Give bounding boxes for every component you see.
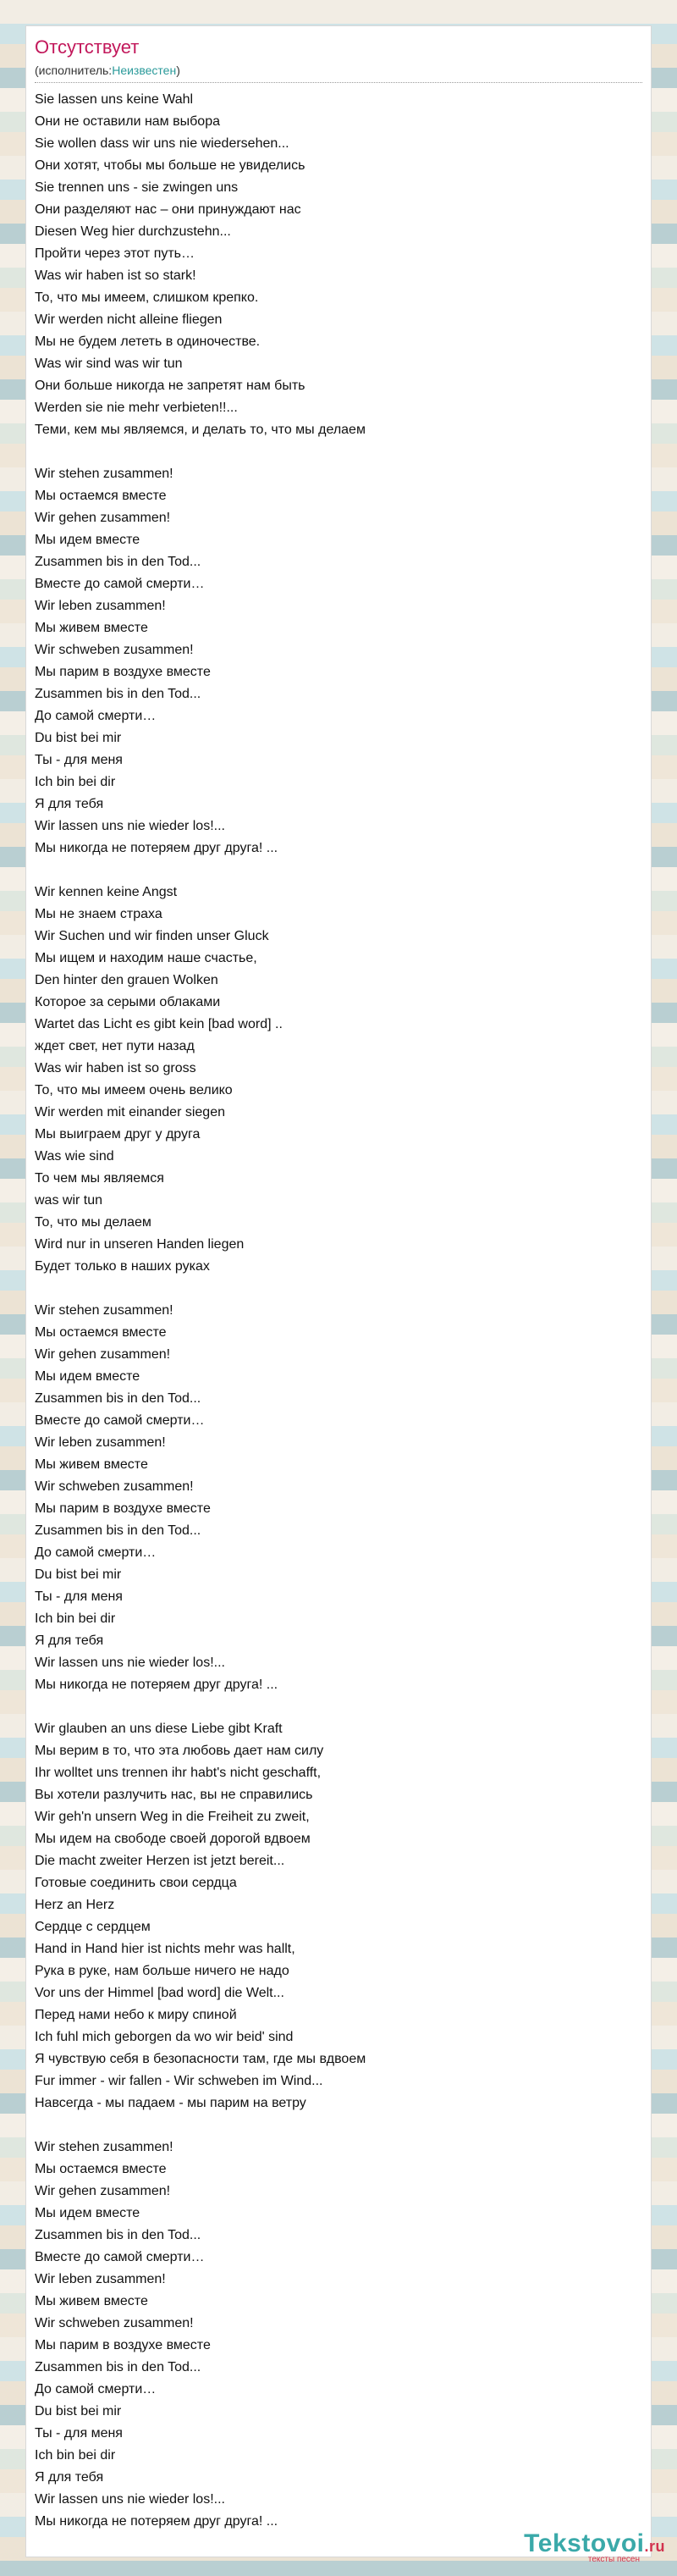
lyric-line: То, что мы делаем <box>35 1215 151 1230</box>
logo-tld: .ru <box>644 2538 665 2555</box>
lyric-line: Ты - для меня <box>35 753 123 767</box>
lyric-line: Wir gehen zusammen! <box>35 511 171 525</box>
lyric-line: Zusammen bis in den Tod... <box>35 1523 201 1538</box>
lyric-line: Wir werden mit einander siegen <box>35 1105 225 1119</box>
lyric-line: Ich fuhl mich geborgen da wo wir beid' sind <box>35 2030 294 2044</box>
song-title: Отсутствует <box>35 36 140 58</box>
logo-tagline: тексты песен <box>587 2555 640 2564</box>
lyric-line: Мы верим в то, что эта любовь дает нам силу <box>35 1744 324 1758</box>
lyric-line: Мы никогда не потеряем друг друга! ... <box>35 1678 278 1692</box>
lyric-line: До самой смерти… <box>35 709 157 723</box>
stanza-gap <box>35 441 627 463</box>
lyric-line: Ich bin bei dir <box>35 1611 116 1626</box>
stanza-gap <box>35 1278 627 1300</box>
lyric-line: Was wir haben ist so gross <box>35 1061 196 1075</box>
lyric-line: Они не оставили нам выбора <box>35 114 220 129</box>
lyric-line: Hand in Hand hier ist nichts mehr was hallt, <box>35 1942 295 1956</box>
lyric-line: Wir lassen uns nie wieder los!... <box>35 2492 225 2507</box>
lyric-line: Вы хотели разлучить нас, вы не справились <box>35 1788 313 1802</box>
lyric-line: Sie trennen uns - sie zwingen uns <box>35 180 239 195</box>
lyric-line: Я чувствую себя в безопасности там, где мы вдвоем <box>35 2052 366 2066</box>
lyric-line: Вместе до самой смерти… <box>35 1413 205 1428</box>
lyric-line: Die macht zweiter Herzen ist jetzt bereit... <box>35 1854 285 1868</box>
lyric-line: Мы никогда не потеряем друг друга! ... <box>35 2514 278 2529</box>
lyric-line: Wir Suchen und wir finden unser Gluck <box>35 929 269 943</box>
lyric-line: Пройти через этот путь… <box>35 246 195 261</box>
lyric-line: Ich bin bei dir <box>35 775 116 789</box>
lyric-line: То, что мы имеем очень велико <box>35 1083 233 1097</box>
lyric-line: Wir stehen zusammen! <box>35 1303 173 1318</box>
lyric-line: Мы не знаем страха <box>35 907 162 921</box>
artist-link[interactable]: Неизвестен <box>112 64 177 77</box>
lyric-line: Мы ищем и находим наше счастье, <box>35 951 257 965</box>
lyric-line: Мы идем вместе <box>35 533 140 547</box>
lyric-line: Wir leben zusammen! <box>35 2272 166 2286</box>
lyrics-card <box>25 25 652 2557</box>
lyric-line: Wir gehen zusammen! <box>35 1347 171 1362</box>
lyric-line: Wir werden nicht alleine fliegen <box>35 312 223 327</box>
lyric-line: Мы живем вместе <box>35 1457 148 1472</box>
lyric-line: Wir stehen zusammen! <box>35 467 173 481</box>
lyric-line: То чем мы являемся <box>35 1171 164 1186</box>
lyric-line: Wir glauben an uns diese Liebe gibt Kraft <box>35 1722 283 1736</box>
lyric-line: Wird nur in unseren Handen liegen <box>35 1237 245 1252</box>
lyric-line: Мы остаемся вместе <box>35 1325 167 1340</box>
lyric-line: Werden sie nie mehr verbieten!!... <box>35 401 238 415</box>
lyric-line: Herz an Herz <box>35 1898 115 1912</box>
lyric-line: Вместе до самой смерти… <box>35 577 205 591</box>
lyric-line: Wir geh'n unsern Weg in die Freiheit zu zweit, <box>35 1810 310 1824</box>
lyrics-text <box>35 89 627 2533</box>
lyric-line: До самой смерти… <box>35 1545 157 1560</box>
lyric-line: Wir leben zusammen! <box>35 599 166 613</box>
lyric-line: Мы никогда не потеряем друг друга! ... <box>35 841 278 855</box>
lyric-line: Мы остаемся вместе <box>35 489 167 503</box>
lyric-line: Мы парим в воздухе вместе <box>35 2338 211 2352</box>
lyric-line: Zusammen bis in den Tod... <box>35 1391 201 1406</box>
lyric-line: Навсегда - мы падаем - мы парим на ветру <box>35 2096 306 2110</box>
lyric-line: Мы живем вместе <box>35 2294 148 2308</box>
lyric-line: Ihr wolltet uns trennen ihr habt's nicht geschafft, <box>35 1766 322 1780</box>
lyric-line: Я для тебя <box>35 797 104 811</box>
lyric-line: Теми, кем мы являемся, и делать то, что мы делаем <box>35 423 366 437</box>
lyric-line: Мы парим в воздухе вместе <box>35 665 211 679</box>
lyric-line: Diesen Weg hier durchzustehn... <box>35 224 231 239</box>
lyric-line: Du bist bei mir <box>35 731 122 745</box>
artist-prefix: (исполнитель: <box>35 64 113 77</box>
lyric-line: Fur immer - wir fallen - Wir schweben im Wind... <box>35 2074 323 2088</box>
lyric-line: Перед нами небо к миру спиной <box>35 2008 237 2022</box>
lyric-line: Сердце с сердцем <box>35 1920 151 1934</box>
lyric-line: Ты - для меня <box>35 1589 123 1604</box>
artist-line <box>35 64 180 77</box>
lyric-line: Ты - для меня <box>35 2426 123 2441</box>
lyric-line: Wir schweben zusammen! <box>35 2316 194 2330</box>
lyric-line: Wir kennen keine Angst <box>35 885 178 899</box>
lyric-line: Zusammen bis in den Tod... <box>35 2360 201 2374</box>
lyric-line: Wir leben zusammen! <box>35 1435 166 1450</box>
lyric-line: Was wir haben ist so stark! <box>35 268 196 283</box>
site-logo[interactable] <box>524 2529 665 2564</box>
artist-suffix: ) <box>176 64 180 77</box>
lyric-line: Мы остаемся вместе <box>35 2162 167 2176</box>
lyric-line: То, что мы имеем, слишком крепко. <box>35 290 259 305</box>
lyric-line: Я для тебя <box>35 1633 104 1648</box>
lyric-line: Was wie sind <box>35 1149 114 1164</box>
lyric-line: Den hinter den grauen Wolken <box>35 973 218 987</box>
lyric-line: Они хотят, чтобы мы больше не увиделись <box>35 158 305 173</box>
header-divider <box>35 82 642 83</box>
logo-wordmark <box>524 2529 665 2558</box>
lyric-line: Sie wollen dass wir uns nie wiedersehen... <box>35 136 289 151</box>
lyric-line: Zusammen bis in den Tod... <box>35 555 201 569</box>
lyric-line: Готовые соединить свои сердца <box>35 1876 237 1890</box>
lyric-line: Wartet das Licht es gibt kein [bad word] .. <box>35 1017 283 1031</box>
lyric-line: was wir tun <box>35 1193 103 1208</box>
lyric-line: Мы выиграем друг у друга <box>35 1127 201 1142</box>
lyric-line: Du bist bei mir <box>35 1567 122 1582</box>
lyric-line: Wir stehen zusammen! <box>35 2140 173 2154</box>
lyric-line: Я для тебя <box>35 2470 104 2485</box>
lyric-line: Мы не будем лететь в одиночестве. <box>35 334 261 349</box>
lyric-line: Они разделяют нас – они принуждают нас <box>35 202 301 217</box>
lyric-line: Будет только в наших руках <box>35 1259 210 1274</box>
lyric-line: Zusammen bis in den Tod... <box>35 687 201 701</box>
lyric-line: Was wir sind was wir tun <box>35 357 183 371</box>
lyric-line: Мы живем вместе <box>35 621 148 635</box>
stanza-gap <box>35 1696 627 1718</box>
stanza-gap <box>35 860 627 882</box>
lyric-line: Wir schweben zusammen! <box>35 643 194 657</box>
lyric-line: Мы идем вместе <box>35 2206 140 2220</box>
lyric-line: Вместе до самой смерти… <box>35 2250 205 2264</box>
lyric-line: Wir gehen zusammen! <box>35 2184 171 2198</box>
lyric-line: ждет свет, нет пути назад <box>35 1039 195 1053</box>
lyric-line: Sie lassen uns keine Wahl <box>35 92 194 107</box>
lyric-line: Vor uns der Himmel [bad word] die Welt... <box>35 1986 284 2000</box>
lyric-line: Которое за серыми облаками <box>35 995 221 1009</box>
lyric-line: Du bist bei mir <box>35 2404 122 2418</box>
lyric-line: Они больше никогда не запретят нам быть <box>35 379 305 393</box>
lyric-line: Wir lassen uns nie wieder los!... <box>35 819 225 833</box>
stanza-gap <box>35 2114 627 2137</box>
lyric-line: Wir schweben zusammen! <box>35 1479 194 1494</box>
logo-name: Tekstovoi <box>524 2529 645 2557</box>
lyric-line: Мы идем на свободе своей дорогой вдвоем <box>35 1832 311 1846</box>
lyric-line: Рука в руке, нам больше ничего не надо <box>35 1964 289 1978</box>
lyric-line: Zusammen bis in den Tod... <box>35 2228 201 2242</box>
lyric-line: Wir lassen uns nie wieder los!... <box>35 1656 225 1670</box>
lyric-line: Мы парим в воздухе вместе <box>35 1501 211 1516</box>
lyric-line: Ich bin bei dir <box>35 2448 116 2463</box>
lyric-line: До самой смерти… <box>35 2382 157 2396</box>
lyric-line: Мы идем вместе <box>35 1369 140 1384</box>
